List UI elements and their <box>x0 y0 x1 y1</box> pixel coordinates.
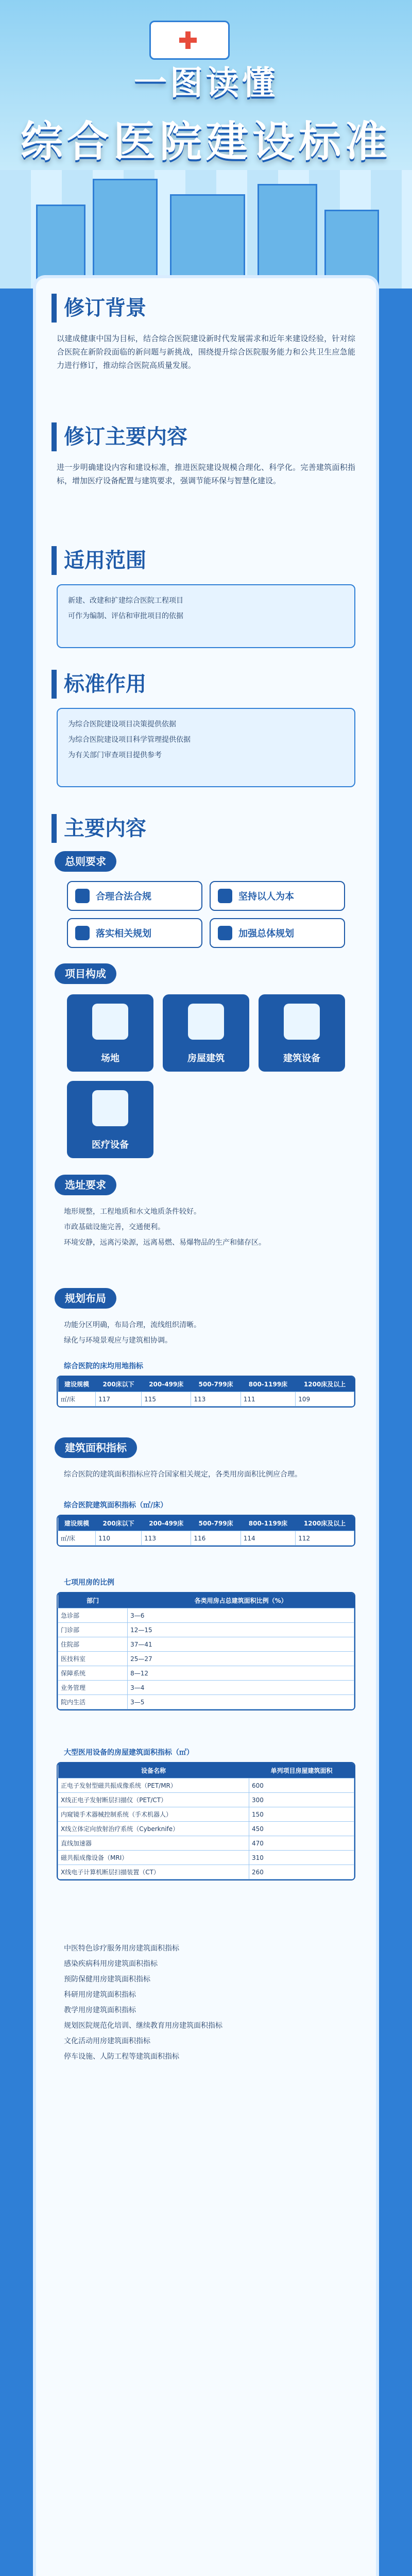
scope-list <box>68 595 344 625</box>
building-icon <box>188 1004 224 1040</box>
department-ratio-table <box>57 1592 355 1710</box>
equipment-caption: 大型医用设备的房屋建筑面积指标（㎡） <box>64 1749 194 1757</box>
table-row <box>58 1822 354 1836</box>
table-header: 建设规模 <box>58 1516 96 1531</box>
list-item: 科研用房建筑面积指标 <box>64 1991 136 1999</box>
table-cell: 磁共振成像设备（MRI） <box>58 1851 249 1865</box>
city-skyline-illustration <box>0 170 412 289</box>
role-list <box>68 718 344 765</box>
site-list <box>64 1206 352 1252</box>
section-title-revision-content: 修订主要内容 <box>52 422 187 451</box>
composition-card <box>67 1081 153 1158</box>
table-cell: 116 <box>191 1531 241 1546</box>
table-header: 设备名称 <box>58 1763 249 1778</box>
ambulance-illustration <box>149 21 230 60</box>
composition-grid <box>67 994 345 1158</box>
table-cell: 260 <box>249 1865 354 1879</box>
equipment-icon <box>284 1004 320 1040</box>
table-header: 800-1199床 <box>241 1377 295 1392</box>
table-header: 200-499床 <box>142 1377 191 1392</box>
table-header: 建设规模 <box>58 1377 96 1392</box>
table-cell: 内窥镜手术器械控制系统（手术机器人） <box>58 1807 249 1822</box>
table-cell: 37—41 <box>128 1637 354 1652</box>
table-cell: 109 <box>296 1392 354 1406</box>
tag-summary: 总则要求 <box>55 851 116 872</box>
card-label: 场地 <box>101 1053 119 1064</box>
hospital-building-icon <box>170 194 245 289</box>
table-header: 500-799床 <box>191 1516 241 1531</box>
table-row <box>58 1652 354 1666</box>
list-item: 功能分区明确，布局合理，流线组织清晰。 <box>64 1321 201 1329</box>
list-item: 感染疾病科用房建筑面积指标 <box>64 1960 158 1968</box>
composition-card <box>67 994 153 1072</box>
scope-box <box>57 584 355 648</box>
building-area-text: 综合医院的建筑面积指标应符合国家相关规定，各类用房面积比例应合理。 <box>64 1470 302 1479</box>
list-item: 为有关部门审查项目提供参考 <box>68 751 162 759</box>
table-cell: 院内生活 <box>58 1695 128 1709</box>
table-header: 200床以下 <box>96 1377 142 1392</box>
list-item: 为综合医院建设项目决策提供依据 <box>68 720 176 728</box>
section-title-scope: 适用范围 <box>52 546 146 575</box>
table-cell: 114 <box>241 1531 295 1546</box>
check-icon <box>218 889 232 903</box>
table-header: 200床以下 <box>96 1516 142 1531</box>
list-item: 教学用房建筑面积指标 <box>64 2006 136 2014</box>
medical-device-icon <box>92 1090 128 1126</box>
pill-label: 加强总体规划 <box>238 928 294 939</box>
table-row <box>58 1865 354 1879</box>
table-cell: ㎡/床 <box>58 1531 96 1546</box>
card-label: 建筑设备 <box>283 1053 320 1064</box>
table-cell: 保障系统 <box>58 1666 128 1681</box>
check-icon <box>218 926 232 940</box>
summary-pill <box>210 881 345 911</box>
role-box <box>57 708 355 787</box>
ratio-caption: 综合医院的床均用地指标 <box>64 1362 143 1370</box>
tag-composition: 项目构成 <box>55 963 116 984</box>
table-cell: X线电子计算机断层扫描装置（CT） <box>58 1865 249 1879</box>
list-item: 可作为编制、评估和审批项目的依据 <box>68 612 183 620</box>
revision-background-text: 以建成健康中国为目标，结合综合医院建设新时代发展需求和近年来建设经验，针对综合医院在新阶段面临的新问题与新挑战，围绕提升综合医院服务能力和公共卫生应急能力进行修订，推动综合医院高质量发展。 <box>57 334 355 370</box>
table-cell: 110 <box>96 1531 142 1546</box>
table-header: 500-799床 <box>191 1377 241 1392</box>
list-item: 市政基础设施完善，交通便利。 <box>64 1223 165 1231</box>
check-icon <box>75 889 90 903</box>
list-item: 为综合医院建设项目科学管理提供依据 <box>68 736 191 744</box>
table-cell: 25—27 <box>128 1652 354 1666</box>
extra-indicators-list <box>64 1942 352 2066</box>
table-row <box>58 1666 354 1681</box>
composition-card <box>259 994 345 1072</box>
planning-list <box>64 1319 352 1350</box>
summary-pill <box>67 918 202 948</box>
list-item: 绿化与环境景观应与建筑相协调。 <box>64 1336 172 1345</box>
table-row <box>58 1695 354 1709</box>
table-header: 单列项目房屋建筑面积 <box>249 1763 354 1778</box>
table-row <box>58 1681 354 1695</box>
section-title-main-content: 主要内容 <box>52 814 146 843</box>
list-item: 停车设施、人防工程等建筑面积指标 <box>64 2053 179 2061</box>
table-row <box>58 1623 354 1637</box>
table-row <box>58 1608 354 1623</box>
content-sheet <box>36 278 376 2576</box>
list-item: 预防保健用房建筑面积指标 <box>64 1975 150 1984</box>
table-cell: 117 <box>96 1392 142 1406</box>
table-cell: 急诊部 <box>58 1608 128 1623</box>
building-icon <box>258 184 317 289</box>
table-row <box>58 1851 354 1865</box>
table-cell: 600 <box>249 1778 354 1793</box>
table-cell: 正电子发射型磁共振成像系统（PET/MR） <box>58 1778 249 1793</box>
table-cell: 115 <box>142 1392 191 1406</box>
table-cell: 111 <box>241 1392 295 1406</box>
section-title-role: 标准作用 <box>52 670 146 699</box>
equipment-area-table <box>57 1762 355 1880</box>
table-row <box>58 1531 354 1546</box>
table-cell: 112 <box>296 1531 354 1546</box>
tag-site: 选址要求 <box>55 1175 116 1195</box>
hero-title-line-1: 一图读懂 <box>134 64 278 103</box>
list-item: 中医特色诊疗服务用房建筑面积指标 <box>64 1944 179 1953</box>
site-icon <box>92 1004 128 1040</box>
table-cell: 310 <box>249 1851 354 1865</box>
list-item: 规划医院规范化培训、继续教育用房建筑面积指标 <box>64 2022 222 2030</box>
building-icon <box>36 205 85 289</box>
table-row <box>58 1778 354 1793</box>
table-cell: 直线加速器 <box>58 1836 249 1851</box>
table-header: 1200床及以上 <box>296 1377 354 1392</box>
area-table <box>57 1515 355 1547</box>
list-item: 地形规整，工程地质和水文地质条件较好。 <box>64 1208 201 1216</box>
summary-pill <box>210 918 345 948</box>
table-cell: 12—15 <box>128 1623 354 1637</box>
list-item: 文化活动用房建筑面积指标 <box>64 2037 150 2045</box>
table-cell: 8—12 <box>128 1666 354 1681</box>
table-cell: 450 <box>249 1822 354 1836</box>
table-row <box>58 1392 354 1406</box>
table-cell: 113 <box>191 1392 241 1406</box>
section-title-revision-background: 修订背景 <box>52 294 146 323</box>
table-header: 各类用房占总建筑面积比例（%） <box>128 1593 354 1608</box>
table-cell: 3—4 <box>128 1681 354 1695</box>
table-cell: 470 <box>249 1836 354 1851</box>
card-label: 医疗设备 <box>92 1140 129 1150</box>
table-cell: 3—5 <box>128 1695 354 1709</box>
table-cell: X线立体定向放射治疗系统（Cyberknife） <box>58 1822 249 1836</box>
hero-title-line-2: 综合医院建设标准 <box>20 117 391 166</box>
hero-header <box>0 0 412 289</box>
table-row <box>58 1637 354 1652</box>
table-header: 1200床及以上 <box>296 1516 354 1531</box>
area-caption: 综合医院建筑面积指标（㎡/床） <box>64 1501 168 1510</box>
pill-label: 落实相关规划 <box>96 928 151 939</box>
table-cell: 门诊部 <box>58 1623 128 1637</box>
table-header: 800-1199床 <box>241 1516 295 1531</box>
land-ratio-table <box>57 1376 355 1408</box>
table-cell: 医技科室 <box>58 1652 128 1666</box>
summary-pill-grid <box>67 881 345 948</box>
department-ratio-caption: 七项用房的比例 <box>64 1579 114 1587</box>
table-cell: X线正电子发射断层扫描仪（PET/CT） <box>58 1793 249 1807</box>
table-cell: 业务管理 <box>58 1681 128 1695</box>
composition-card <box>163 994 249 1072</box>
summary-pill <box>67 881 202 911</box>
table-cell: ㎡/床 <box>58 1392 96 1406</box>
pill-label: 坚持以人为本 <box>238 891 294 902</box>
table-cell: 3—6 <box>128 1608 354 1623</box>
tag-building-area: 建筑面积指标 <box>55 1437 137 1458</box>
table-row <box>58 1807 354 1822</box>
table-row <box>58 1836 354 1851</box>
list-item: 新建、改建和扩建综合医院工程项目 <box>68 597 183 605</box>
revision-content-text: 进一步明确建设内容和建设标准，推进医院建设规模合理化、科学化。完善建筑面积指标，增加医疗设备配置与建筑要求，强调节能环保与智慧化建设。 <box>57 463 355 485</box>
medical-cross-icon <box>179 31 197 49</box>
table-row <box>58 1793 354 1807</box>
table-cell: 113 <box>142 1531 191 1546</box>
table-cell: 150 <box>249 1807 354 1822</box>
building-icon <box>324 210 379 289</box>
table-header: 部门 <box>58 1593 128 1608</box>
table-cell: 住院部 <box>58 1637 128 1652</box>
pill-label: 合理合法合规 <box>96 891 151 902</box>
table-cell: 300 <box>249 1793 354 1807</box>
card-label: 房屋建筑 <box>187 1053 225 1064</box>
building-icon <box>93 179 158 289</box>
table-header: 200-499床 <box>142 1516 191 1531</box>
check-icon <box>75 926 90 940</box>
list-item: 环境安静，远离污染源，远离易燃、易爆物品的生产和储存区。 <box>64 1239 266 1247</box>
tag-planning: 规划布局 <box>55 1288 116 1309</box>
